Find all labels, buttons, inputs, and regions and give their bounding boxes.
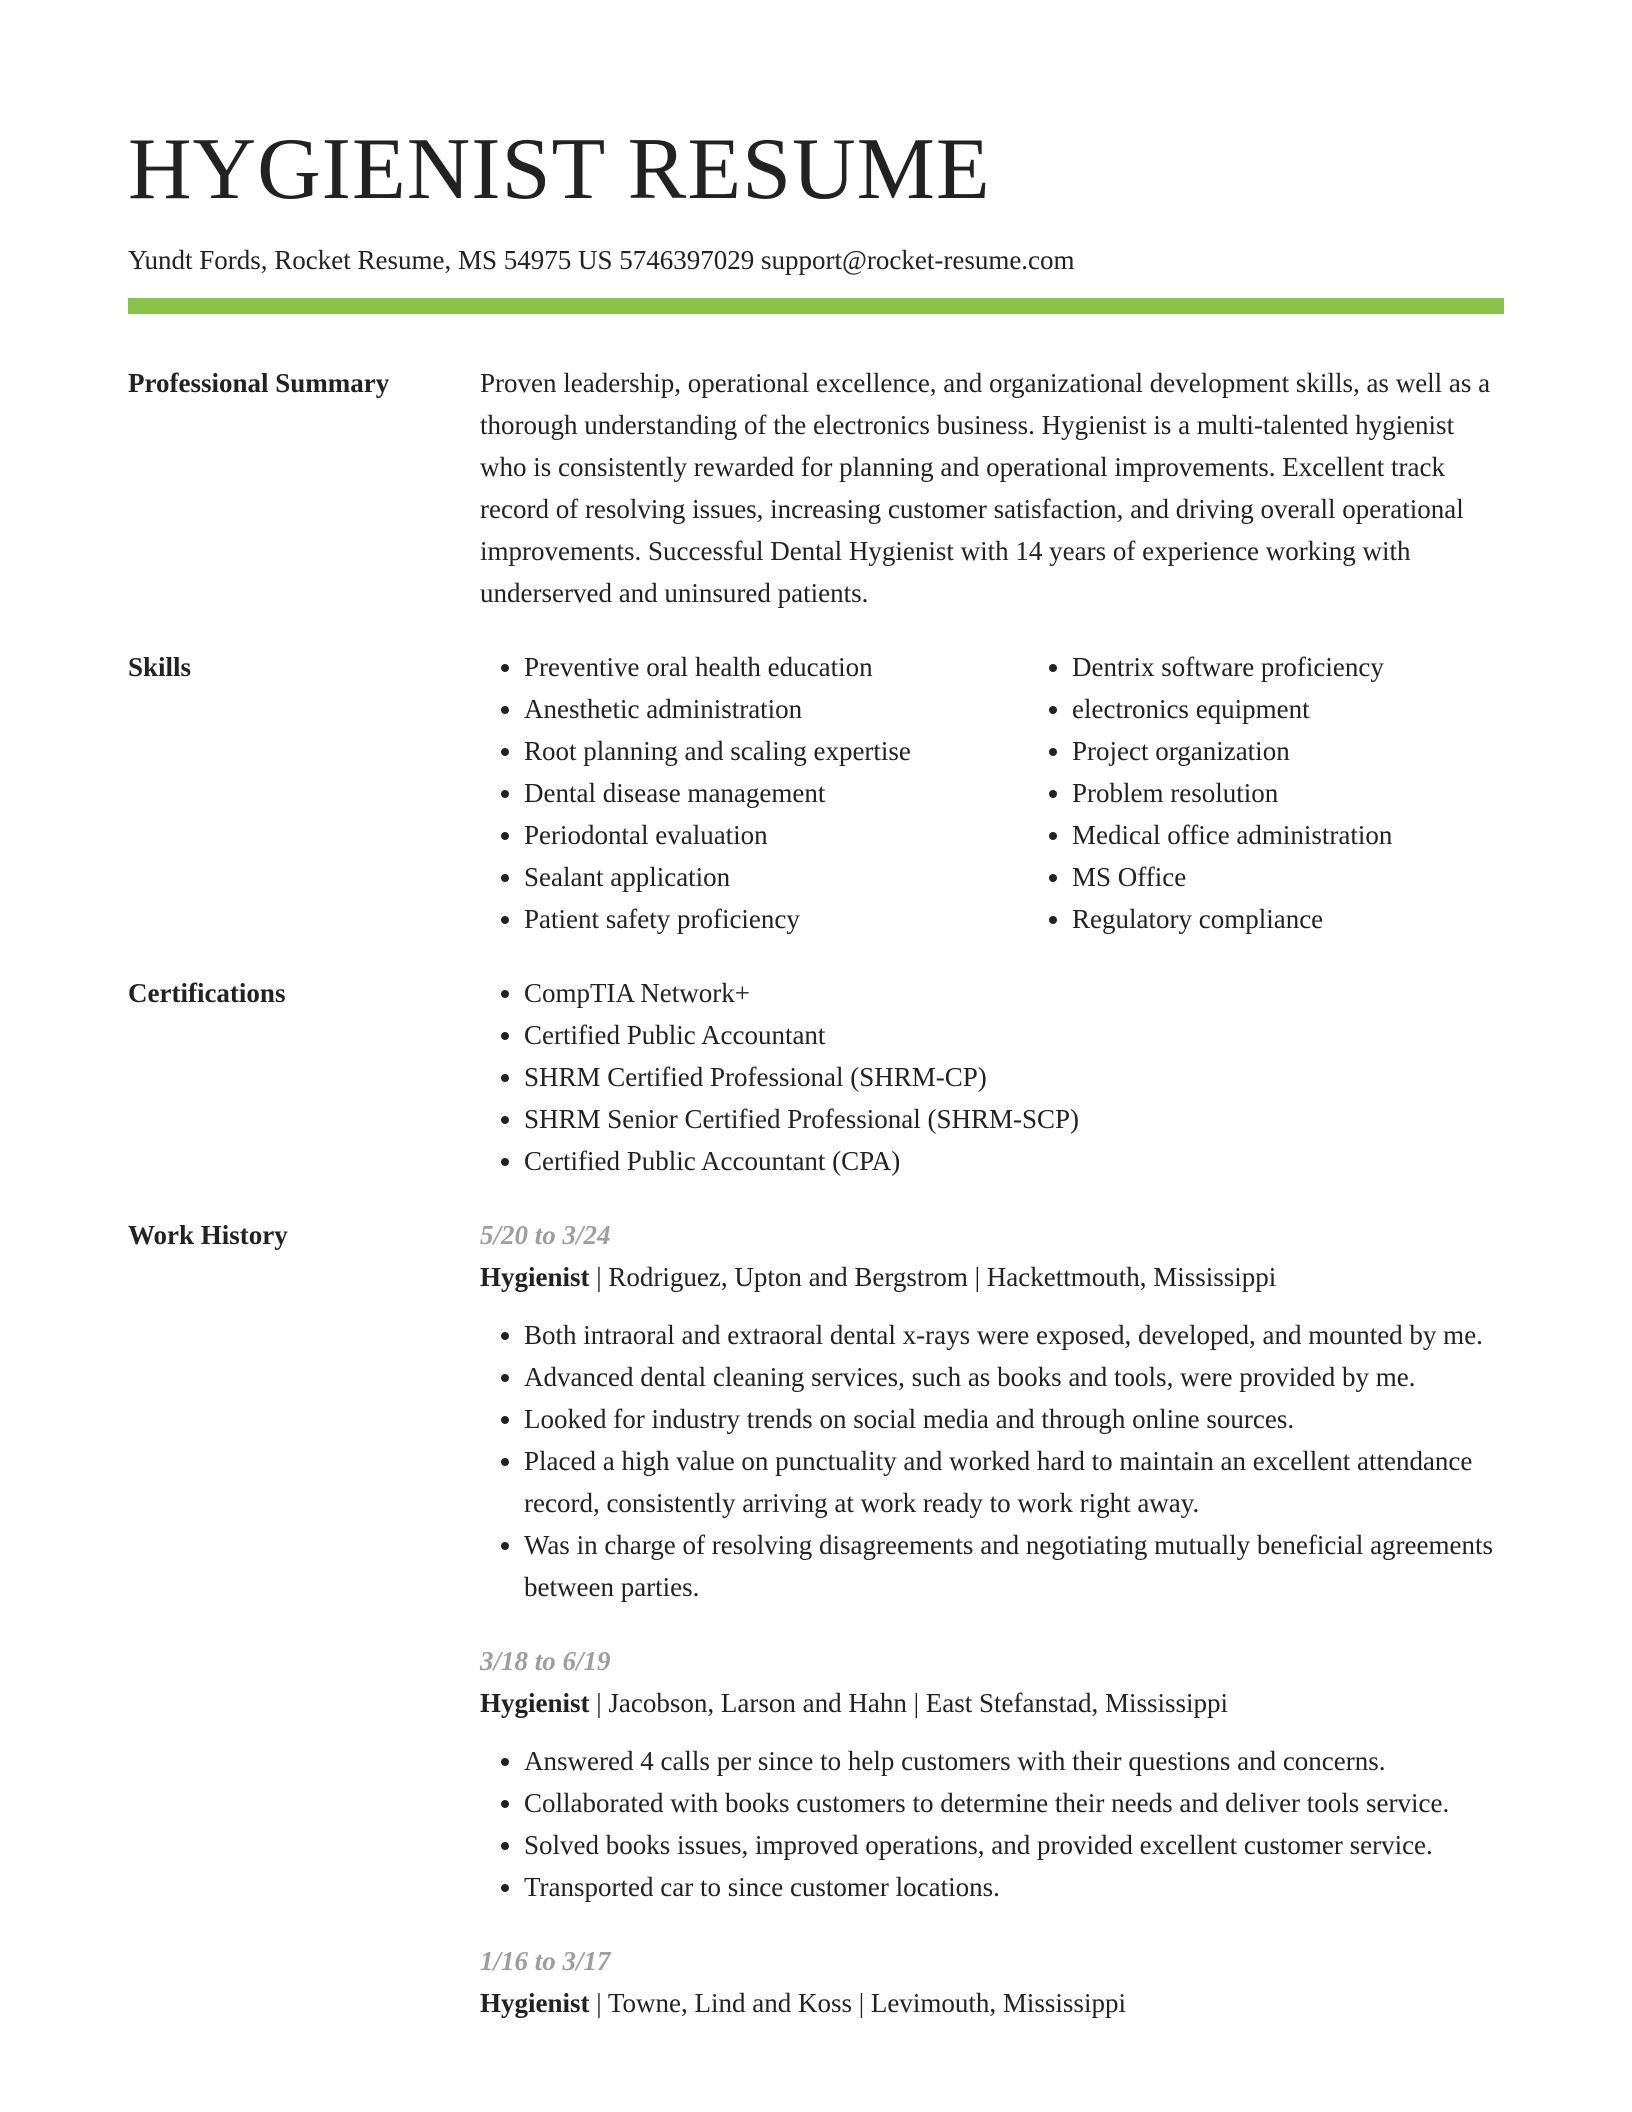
certification-item: • SHRM Certified Professional (SHRM-CP) <box>524 1056 1504 1098</box>
job-entry <box>480 1640 1504 1908</box>
skill-item: • Sealant application <box>524 856 1028 898</box>
certifications-body <box>480 972 1504 1182</box>
job-dates: 5/20 to 3/24 <box>480 1220 611 1250</box>
job-bullets <box>480 1314 1504 1608</box>
skills-body <box>480 646 1576 940</box>
skills-label: Skills <box>128 652 192 682</box>
contact-line: Yundt Fords, Rocket Resume, MS 54975 US 5746397029 support@rocket-resume.com <box>128 245 1075 275</box>
job-details: | Towne, Lind and Koss | Levimouth, Mississippi <box>589 1988 1126 2018</box>
job-heading <box>480 1682 1504 1724</box>
job-bullet: • Answered 4 calls per since to help customers with their questions and concerns. <box>524 1740 1504 1782</box>
job-details: | Rodriguez, Upton and Bergstrom | Hackettmouth, Mississippi <box>589 1262 1277 1292</box>
summary-body <box>480 362 1504 614</box>
certification-item: • Certified Public Accountant <box>524 1014 1504 1056</box>
job-bullet: • Transported car to since customer locations. <box>524 1866 1504 1908</box>
skill-item: • Preventive oral health education <box>524 646 1028 688</box>
skills-section <box>128 646 1504 940</box>
skills-grid <box>480 646 1576 940</box>
job-title: Hygienist <box>480 1262 590 1292</box>
job-bullet: • Placed a high value on punctuality and worked hard to maintain an excellent attendance record, consistently arriving at work ready to work right away. <box>524 1440 1504 1524</box>
skill-item: • Patient safety proficiency <box>524 898 1028 940</box>
certification-item: • Certified Public Accountant (CPA) <box>524 1140 1504 1182</box>
work-history-section <box>128 1214 1504 2056</box>
work-history-label: Work History <box>128 1220 288 1250</box>
job-entry <box>480 1940 1504 2024</box>
job-bullet: • Looked for industry trends on social media and through online sources. <box>524 1398 1504 1440</box>
job-heading <box>480 1982 1504 2024</box>
job-details: | Jacobson, Larson and Hahn | East Stefanstad, Mississippi <box>589 1688 1228 1718</box>
skill-item: • Root planning and scaling expertise <box>524 730 1028 772</box>
job-dates: 3/18 to 6/19 <box>480 1646 611 1676</box>
job-entry <box>480 1214 1504 1608</box>
skills-list-right <box>1028 646 1576 940</box>
job-title: Hygienist <box>480 1688 590 1718</box>
job-dates: 1/16 to 3/17 <box>480 1946 611 1976</box>
resume-title: HYGIENIST RESUME <box>128 121 991 218</box>
skill-item: • Project organization <box>1072 730 1576 772</box>
certification-item: • SHRM Senior Certified Professional (SHRM-SCP) <box>524 1098 1504 1140</box>
job-bullet: • Solved books issues, improved operations, and provided excellent customer service. <box>524 1824 1504 1866</box>
skill-item: • Problem resolution <box>1072 772 1576 814</box>
certification-item: • CompTIA Network+ <box>524 972 1504 1014</box>
work-history-body <box>480 1214 1504 2056</box>
skill-item: • Regulatory compliance <box>1072 898 1576 940</box>
skill-item: • Medical office administration <box>1072 814 1576 856</box>
job-bullet: • Advanced dental cleaning services, such as books and tools, were provided by me. <box>524 1356 1504 1398</box>
job-bullet: • Both intraoral and extraoral dental x-rays were exposed, developed, and mounted by me. <box>524 1314 1504 1356</box>
skills-list-left <box>480 646 1028 940</box>
skill-item: • Dental disease management <box>524 772 1028 814</box>
job-heading <box>480 1256 1504 1298</box>
job-bullets <box>480 1740 1504 1908</box>
summary-text: Proven leadership, operational excellence, and organizational development skills, as well as a thorough understanding of the electronics business. Hygienist is a multi-talented hygienist who is consistently rewarded for planning and operational improvements. Excellent track record of resolving issues, increasing customer satisfaction, and driving overall operational improvements. Successful Dental Hygienist with 14 years of experience working with underserved and uninsured patients. <box>480 368 1491 608</box>
certifications-list <box>480 972 1504 1182</box>
summary-label: Professional Summary <box>128 368 390 398</box>
certifications-section <box>128 972 1504 1182</box>
job-title: Hygienist <box>480 1988 590 2018</box>
header-divider <box>128 298 1504 314</box>
skill-item: • Anesthetic administration <box>524 688 1028 730</box>
job-bullet: • Was in charge of resolving disagreements and negotiating mutually beneficial agreements between parties. <box>524 1524 1504 1608</box>
job-bullet: • Collaborated with books customers to determine their needs and deliver tools service. <box>524 1782 1504 1824</box>
skill-item: • Dentrix software proficiency <box>1072 646 1576 688</box>
summary-section <box>128 362 1504 614</box>
skill-item: • electronics equipment <box>1072 688 1576 730</box>
skill-item: • MS Office <box>1072 856 1576 898</box>
skill-item: • Periodontal evaluation <box>524 814 1028 856</box>
certifications-label: Certifications <box>128 978 286 1008</box>
